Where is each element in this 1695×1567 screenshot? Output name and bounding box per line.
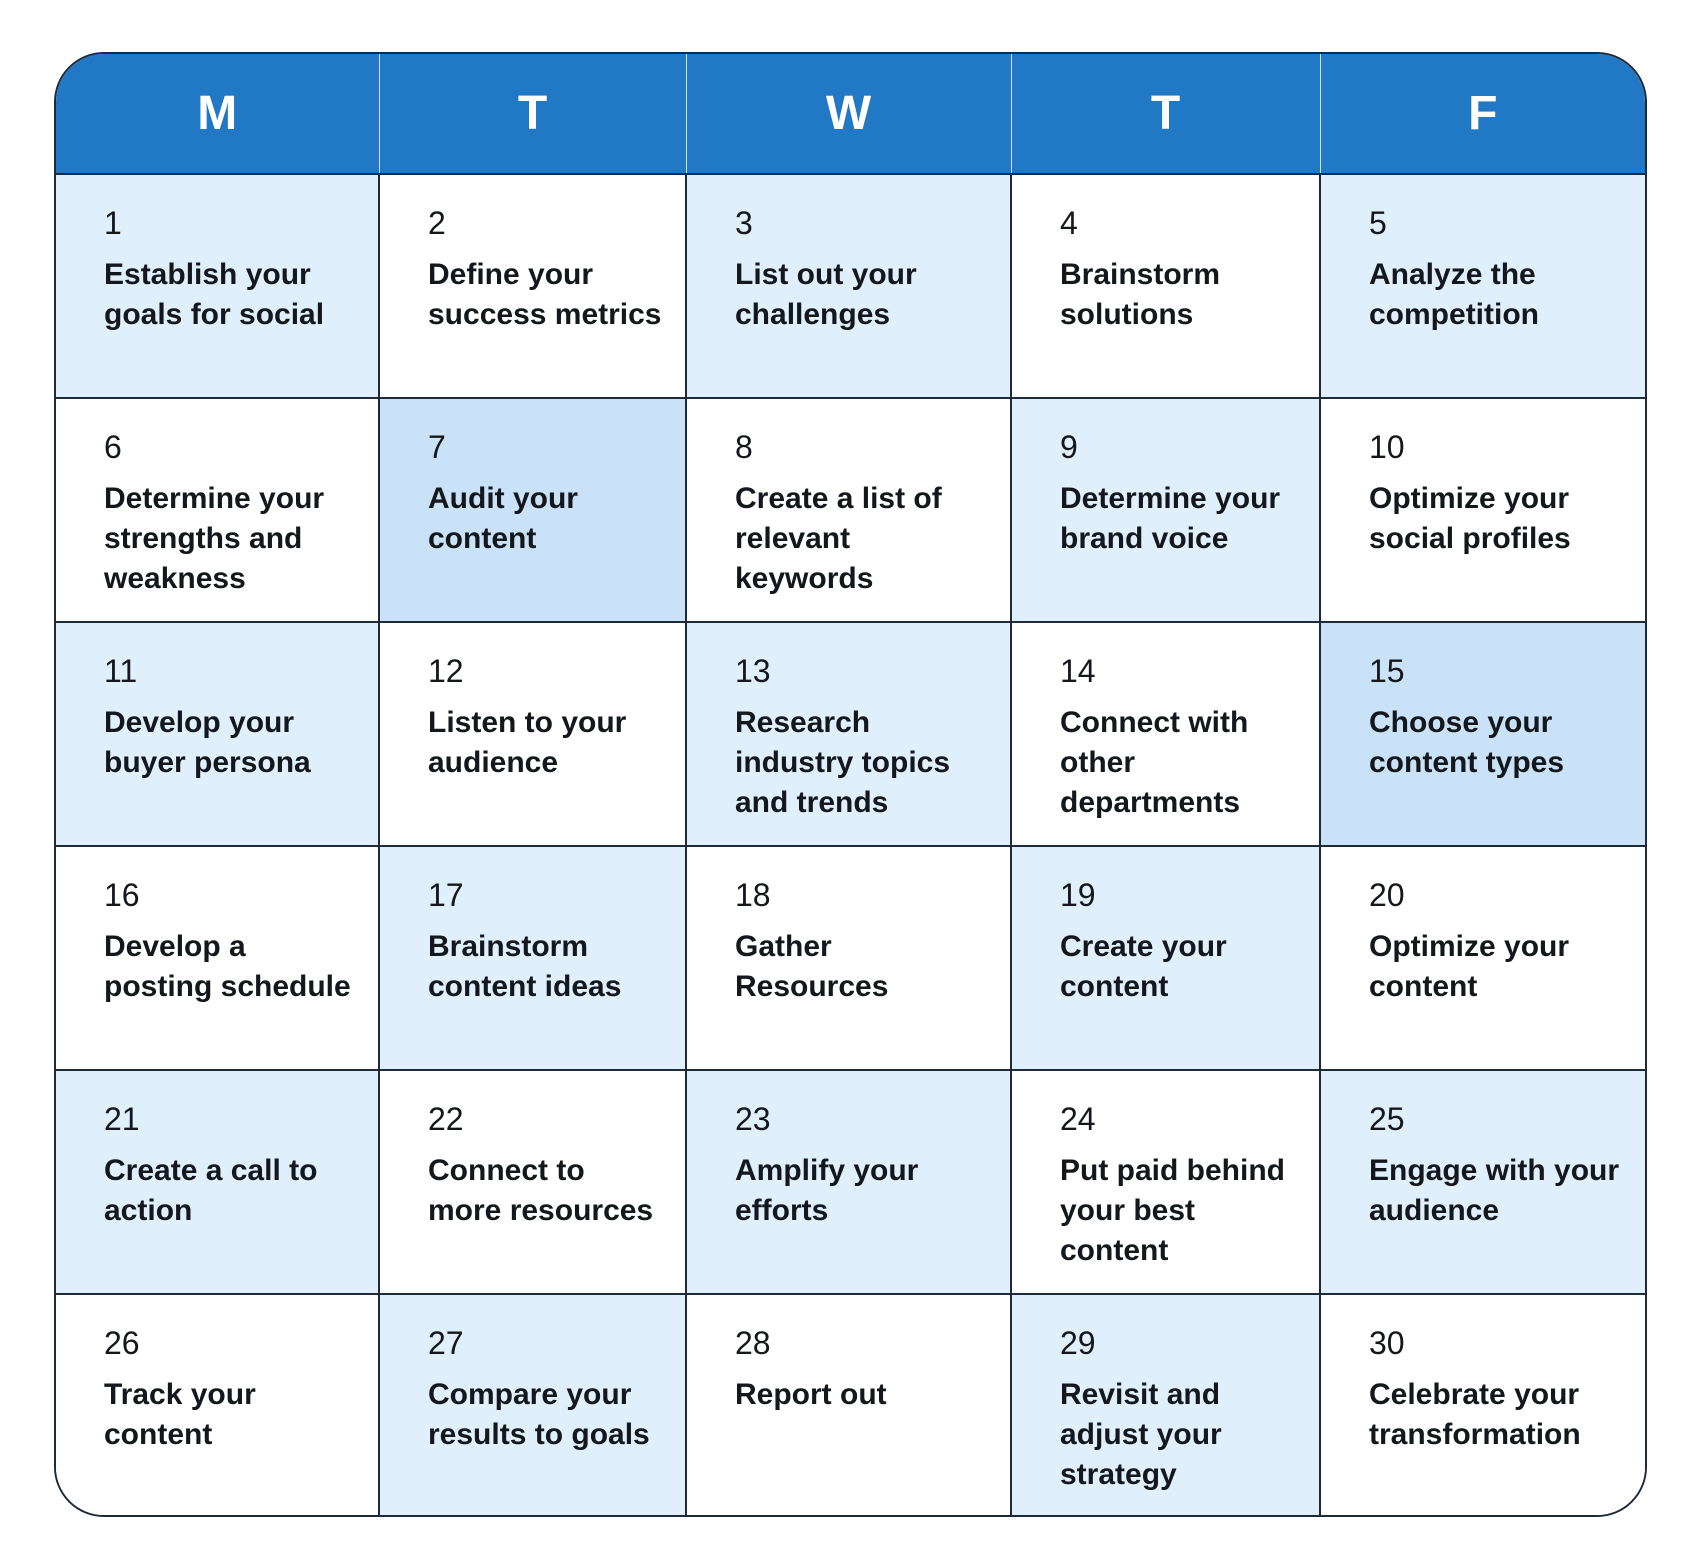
day-cell-24 [1011, 1070, 1320, 1294]
day-cell-1 [56, 174, 379, 398]
task-text: Audit your content [428, 482, 578, 555]
day-cell-21 [56, 1070, 379, 1294]
task-text: Brainstorm content ideas [428, 930, 622, 1003]
task-text: Report out [735, 1378, 887, 1411]
day-number: 20 [1369, 877, 1405, 913]
task-text: List out your challenges [735, 258, 917, 331]
day-cell-10 [1320, 398, 1645, 622]
task-text: Determine your brand voice [1060, 482, 1281, 555]
day-cell-22 [379, 1070, 686, 1294]
day-number: 28 [735, 1325, 771, 1361]
day-cell-12 [379, 622, 686, 846]
task-text: Connect to more resources [428, 1154, 654, 1227]
day-number: 30 [1369, 1325, 1405, 1361]
task-text: Develop your buyer persona [104, 706, 311, 779]
day-cell-6 [56, 398, 379, 622]
day-number: 21 [104, 1101, 140, 1137]
day-number: 12 [428, 653, 464, 689]
day-number: 17 [428, 877, 464, 913]
day-number: 22 [428, 1101, 464, 1137]
day-cell-18 [686, 846, 1011, 1070]
day-cell-13 [686, 622, 1011, 846]
day-cell-19 [1011, 846, 1320, 1070]
task-text: Create a list of relevant keywords [735, 482, 942, 595]
task-text: Choose your content types [1369, 706, 1565, 779]
task-text: Connect with other departments [1060, 706, 1249, 819]
task-text: Define your success metrics [428, 258, 662, 331]
day-cell-9 [1011, 398, 1320, 622]
day-cell-4 [1011, 174, 1320, 398]
task-text: Analyze the competition [1369, 258, 1539, 331]
task-text: Revisit and adjust your strategy [1060, 1378, 1222, 1491]
day-number: 3 [735, 205, 753, 241]
task-text: Create a call to action [104, 1154, 318, 1227]
task-text: Track your content [104, 1378, 256, 1451]
day-number: 7 [428, 429, 446, 465]
day-cell-26 [56, 1294, 379, 1517]
day-cell-2 [379, 174, 686, 398]
day-number: 16 [104, 877, 140, 913]
day-cell-11 [56, 622, 379, 846]
task-text: Optimize your social profiles [1369, 482, 1571, 555]
day-cell-5 [1320, 174, 1645, 398]
task-text: Develop a posting schedule [104, 930, 351, 1003]
day-cell-14 [1011, 622, 1320, 846]
day-number: 10 [1369, 429, 1405, 465]
task-text: Create your content [1060, 930, 1227, 1003]
day-number: 29 [1060, 1325, 1096, 1361]
week-row-3 [56, 622, 1645, 846]
task-text: Listen to your audience [428, 706, 627, 779]
day-number: 6 [104, 429, 122, 465]
task-text: Celebrate your transformation [1369, 1378, 1581, 1451]
task-text: Brainstorm solutions [1060, 258, 1221, 331]
task-text: Research industry topics and trends [735, 706, 951, 819]
week-row-1 [56, 174, 1645, 398]
day-number: 11 [104, 653, 138, 689]
week-row-6 [56, 1294, 1645, 1517]
day-cell-27 [379, 1294, 686, 1517]
task-text: Amplify your efforts [735, 1154, 919, 1227]
day-cell-29 [1011, 1294, 1320, 1517]
day-cell-25 [1320, 1070, 1645, 1294]
day-number: 13 [735, 653, 771, 689]
day-number: 8 [735, 429, 753, 465]
day-cell-16 [56, 846, 379, 1070]
day-number: 1 [104, 205, 122, 241]
content-calendar [54, 52, 1647, 1517]
day-cell-23 [686, 1070, 1011, 1294]
week-row-2 [56, 398, 1645, 622]
task-text: Gather Resources [735, 930, 889, 1003]
weekday-header-row [56, 54, 1645, 174]
week-row-5 [56, 1070, 1645, 1294]
day-cell-28 [686, 1294, 1011, 1517]
task-text: Determine your strengths and weakness [104, 482, 325, 595]
day-cell-8 [686, 398, 1011, 622]
task-text: Put paid behind your best content [1060, 1154, 1285, 1267]
day-number: 24 [1060, 1101, 1096, 1137]
week-row-4 [56, 846, 1645, 1070]
weekday-header-wednesday: W [686, 54, 1011, 174]
day-cell-17 [379, 846, 686, 1070]
day-cell-20 [1320, 846, 1645, 1070]
task-text: Establish your goals for social [104, 258, 325, 331]
day-number: 25 [1369, 1101, 1405, 1137]
day-number: 18 [735, 877, 771, 913]
day-cell-7 [379, 398, 686, 622]
day-number: 23 [735, 1101, 771, 1137]
weekday-header-monday: M [56, 54, 379, 174]
day-cell-30 [1320, 1294, 1645, 1517]
task-text: Optimize your content [1369, 930, 1570, 1003]
day-cell-3 [686, 174, 1011, 398]
day-number: 19 [1060, 877, 1096, 913]
day-number: 15 [1369, 653, 1405, 689]
day-number: 5 [1369, 205, 1387, 241]
task-text: Engage with your audience [1369, 1154, 1620, 1227]
day-number: 9 [1060, 429, 1078, 465]
weekday-header-friday: F [1320, 54, 1645, 174]
day-number: 26 [104, 1325, 140, 1361]
day-cell-15 [1320, 622, 1645, 846]
day-number: 2 [428, 205, 446, 241]
task-text: Compare your results to goals [428, 1378, 650, 1451]
day-number: 4 [1060, 205, 1078, 241]
weekday-header-thursday: T [1011, 54, 1320, 174]
calendar-grid [56, 54, 1645, 1517]
day-number: 14 [1060, 653, 1096, 689]
weekday-header-tuesday: T [379, 54, 686, 174]
day-number: 27 [428, 1325, 464, 1361]
